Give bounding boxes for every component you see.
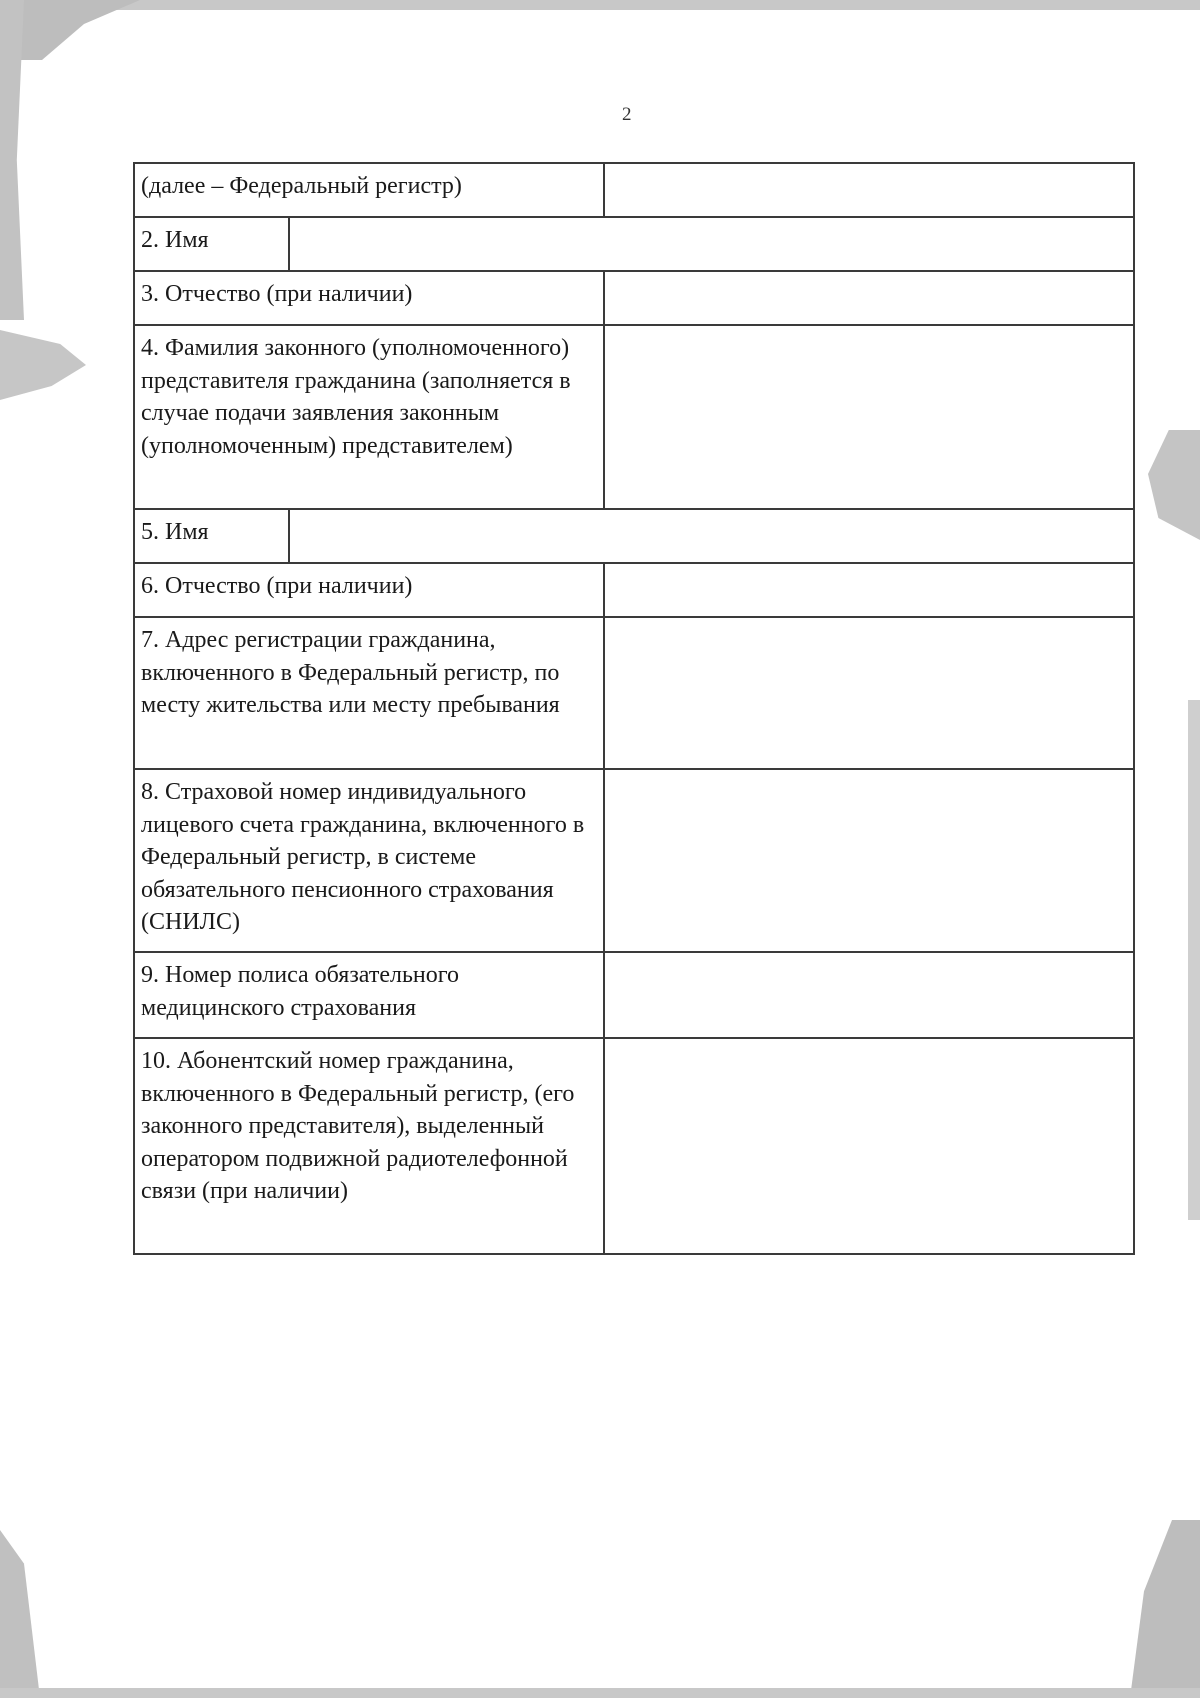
field-value-input[interactable] <box>604 952 1134 1038</box>
form-row-registry-note <box>134 163 1134 217</box>
scan-edge-left <box>0 0 24 320</box>
field-label: 5. Имя <box>134 509 289 563</box>
form-row-representative-first-name <box>134 509 1134 563</box>
field-label: 10. Абонентский номер гражданина, включенного в Федеральный регистр, (его законного представителя), выделенный оператором подвижной радиотелефонной связи (при наличии) <box>134 1038 604 1254</box>
field-value-input[interactable] <box>604 563 1134 617</box>
form-row-registration-address <box>134 617 1134 769</box>
field-value-input[interactable] <box>604 769 1134 952</box>
field-label: (далее – Федеральный регистр) <box>134 163 604 217</box>
form-table <box>133 162 1135 1255</box>
field-label: 3. Отчество (при наличии) <box>134 271 604 325</box>
field-label: 6. Отчество (при наличии) <box>134 563 604 617</box>
field-value-input[interactable] <box>604 617 1134 769</box>
form-row-phone-number <box>134 1038 1134 1254</box>
form-row-representative-patronymic <box>134 563 1134 617</box>
field-label: 9. Номер полиса обязательного медицинского страхования <box>134 952 604 1038</box>
field-value-input[interactable] <box>604 1038 1134 1254</box>
field-value-input[interactable] <box>604 163 1134 217</box>
field-value-input[interactable] <box>289 509 1134 563</box>
field-label: 4. Фамилия законного (уполномоченного) представителя гражданина (заполняется в случае подачи заявления законным (уполномоченным) представителем) <box>134 325 604 509</box>
scan-edge-left-mid <box>0 330 86 400</box>
form-row-first-name <box>134 217 1134 271</box>
field-value-input[interactable] <box>604 325 1134 509</box>
scan-edge-bottom-left <box>0 1530 40 1698</box>
scan-edge-bottom-right <box>1130 1520 1200 1698</box>
page-number: 2 <box>622 104 632 125</box>
scan-edge-right-lower <box>1188 700 1200 1220</box>
field-value-input[interactable] <box>289 217 1134 271</box>
form-row-representative-surname <box>134 325 1134 509</box>
scan-edge-top <box>0 0 1200 10</box>
field-label: 8. Страховой номер индивидуального лицевого счета гражданина, включенного в Федеральный регистр, в системе обязательного пенсионного страхования (СНИЛС) <box>134 769 604 952</box>
form-row-snils <box>134 769 1134 952</box>
scan-edge-right-mid <box>1148 430 1200 540</box>
form-row-patronymic <box>134 271 1134 325</box>
scan-edge-bottom <box>0 1688 1200 1698</box>
form-row-oms-policy <box>134 952 1134 1038</box>
field-label: 2. Имя <box>134 217 289 271</box>
field-label: 7. Адрес регистрации гражданина, включенного в Федеральный регистр, по месту жительства или месту пребывания <box>134 617 604 769</box>
field-value-input[interactable] <box>604 271 1134 325</box>
